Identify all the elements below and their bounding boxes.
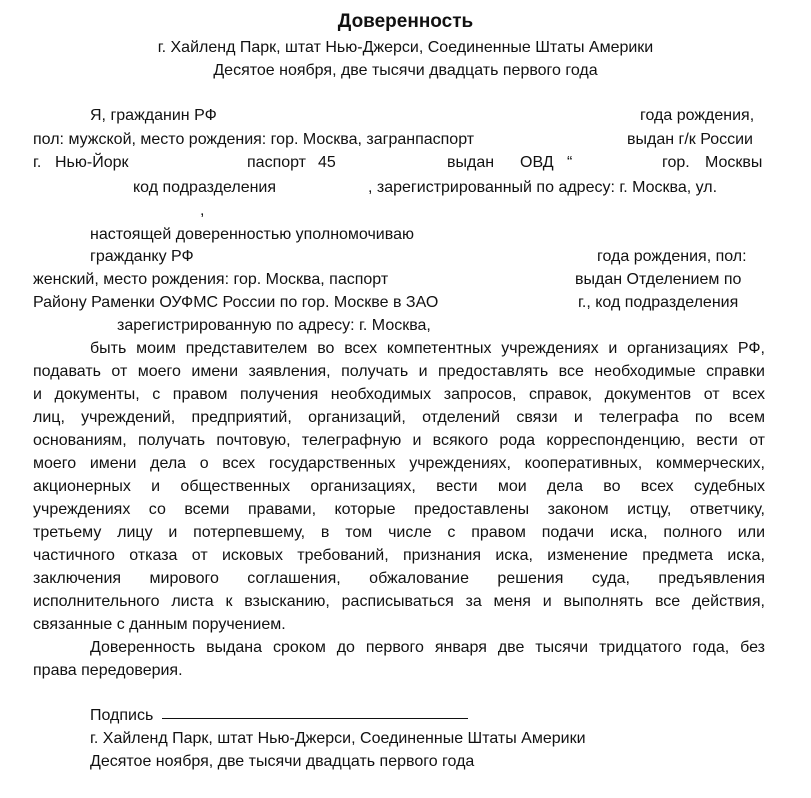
agent-passport-issuer: выдан Отделением по	[575, 271, 742, 288]
principal-ovd-label: ОВД	[520, 154, 554, 171]
powers-line: учреждениях со всеми правами, которые предоставлены законом истцу, ответчику,	[33, 501, 765, 518]
principal-sex-birthplace: пол: мужской, место рождения: гор. Москва, загранпаспорт	[33, 131, 475, 148]
principal-quote: “	[567, 154, 573, 171]
powers-line: и документы, с правом получения необходимых запросов, справок, документов от всех	[33, 386, 765, 403]
agent-issuer-detail: Району Раменки ОУФМС России по гор. Москве в ЗАО	[33, 294, 439, 311]
powers-line: моего имени дела о всех государственных учреждениях, кооперативных, коммерческих,	[33, 455, 765, 472]
principal-passport-issuer: выдан г/к России	[627, 131, 753, 148]
document-title: Доверенность	[337, 11, 474, 32]
powers-line: третьему лицу и потерпевшему, в том числе с правом подачи иска, полного или	[33, 524, 765, 541]
agent-division-label: г., код подразделения	[578, 294, 739, 311]
agent-birth-label: года рождения, пол:	[597, 248, 747, 265]
powers-line: заключения мирового соглашения, обжалование решения суда, предъявления	[33, 570, 765, 587]
principal-city-name: Москвы	[705, 154, 763, 171]
principal-authorization: настоящей доверенностью уполномочиваю	[90, 226, 414, 243]
signature-line	[162, 718, 468, 719]
principal-issued-label: выдан	[447, 154, 495, 171]
principal-birth-label: года рождения,	[640, 107, 755, 124]
agent-intro: гражданку РФ	[90, 248, 194, 265]
signature-label: Подпись	[90, 707, 154, 724]
agent-address: зарегистрированную по адресу: г. Москва,	[117, 317, 431, 334]
validity-line: права передоверия.	[33, 662, 183, 679]
powers-line: быть моим представителем во всех компетентных учреждениях и организациях РФ,	[90, 340, 765, 357]
powers-line: подавать от моего имени заявления, получать и предоставлять все необходимые справки	[33, 363, 765, 380]
principal-division-label: код подразделения	[133, 179, 277, 196]
powers-line: акционерных и общественных организациях, вести мои дела во всех судебных	[33, 478, 765, 495]
principal-address: , зарегистрированный по адресу: г. Москва, ул.	[368, 179, 718, 196]
header-place: г. Хайленд Парк, штат Нью-Джерси, Соединенные Штаты Америки	[157, 39, 654, 56]
signature-date: Десятое ноября, две тысячи двадцать первого года	[90, 753, 475, 770]
validity-line: Доверенность выдана сроком до первого января две тысячи тридцатого года, без	[90, 639, 765, 656]
powers-line: частичного отказа от исковых требований, признания иска, изменение предмета иска,	[33, 547, 765, 564]
powers-line: связанные с данным поручением.	[33, 616, 286, 633]
header-date: Десятое ноября, две тысячи двадцать первого года	[213, 62, 598, 79]
principal-passport-number: 45	[318, 154, 336, 171]
powers-line: исполнительного листа к взысканию, расписываться за меня и выполнять все действия,	[33, 593, 765, 610]
principal-city-label: гор.	[662, 154, 690, 171]
powers-line: основаниям, получать почтовую, телеграфную и всякого рода корреспонденцию, вести от	[33, 432, 765, 449]
principal-address-end: ,	[200, 202, 205, 219]
signature-place: г. Хайленд Парк, штат Нью-Джерси, Соединенные Штаты Америки	[90, 730, 586, 747]
agent-sex-birthplace: женский, место рождения: гор. Москва, паспорт	[33, 271, 389, 288]
principal-city: Нью-Йорк	[55, 154, 129, 171]
principal-passport-label: паспорт	[247, 154, 306, 171]
principal-intro: Я, гражданин РФ	[90, 107, 217, 124]
principal-city-prefix: г.	[33, 154, 42, 171]
powers-line: лиц, учреждений, предприятий, организаций, отделений связи и телеграфа по всем	[33, 409, 765, 426]
